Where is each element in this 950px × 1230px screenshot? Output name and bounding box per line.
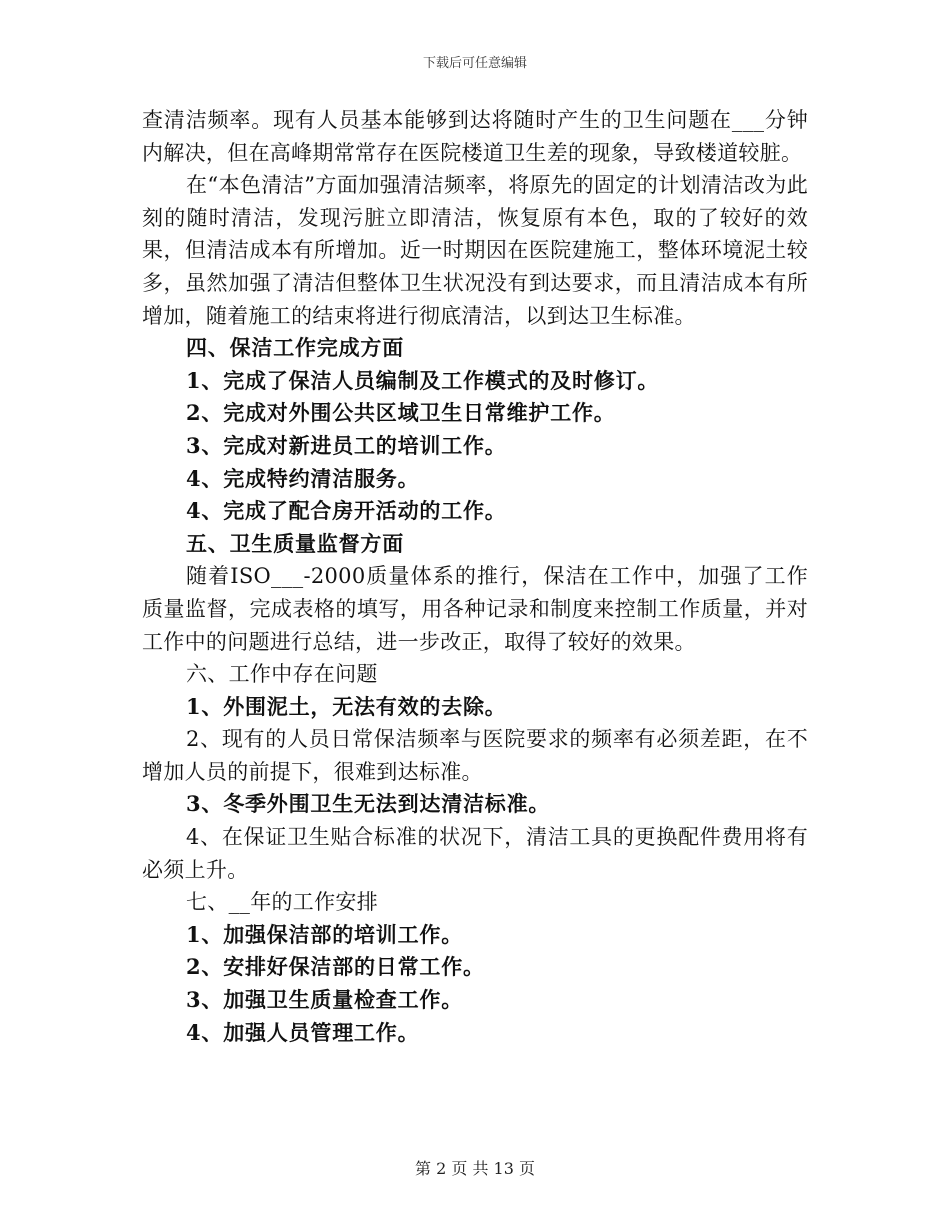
list-item: 3、冬季外围卫生无法到达清洁标准。 [186, 791, 551, 817]
list-item: 4、在保证卫生贴合标准的状况下，清洁工具的更换配件费用将有必须上升。 [142, 825, 808, 882]
paragraph-cleaning-frequency: 查清洁频率。现有人员基本能够到达将随时产生的卫生问题在___分钟内解决，但在高峰期常常存在医院楼道卫生差的现象，导致楼道较脏。 [142, 108, 808, 165]
section-heading-5: 五、卫生质量监督方面 [186, 530, 404, 556]
paragraph-quality-supervision: 随着ISO___-2000质量体系的推行，保洁在工作中，加强了工作质量监督，完成表格的填写，用各种记录和制度来控制工作质量，并对工作中的问题进行总结，进一步改正，取得了较好的效果。 [142, 564, 808, 654]
list-item: 2、现有的人员日常保洁频率与医院要求的频率有必须差距，在不增加人员的前提下，很难到达标准。 [142, 727, 808, 784]
list-item: 4、完成特约清洁服务。 [186, 465, 420, 491]
list-item: 1、完成了保洁人员编制及工作模式的及时修订。 [186, 367, 660, 393]
list-item: 3、加强卫生质量检查工作。 [186, 987, 464, 1013]
document-body [142, 104, 808, 1049]
list-item: 1、加强保洁部的培训工作。 [186, 921, 464, 947]
section-heading-4: 四、保洁工作完成方面 [186, 335, 404, 361]
list-item: 1、外围泥土，无法有效的去除。 [186, 693, 507, 719]
list-item: 3、完成对新进员工的培训工作。 [186, 432, 507, 458]
page-footer: 第 2 页 共 13 页 [415, 1159, 535, 1178]
paragraph-original-color-cleaning: 在“本色清洁”方面加强清洁频率，将原先的固定的计划清洁改为此刻的随时清洁，发现污脏立即清洁，恢复原有本色，取的了较好的效果，但清洁成本有所增加。近一时期因在医院建施工，整体环境泥土较多，虽然加强了清洁但整体卫生状况没有到达要求，而且清洁成本有所增加，随着施工的结束将进行彻底清洁，以到达卫生标准。 [142, 173, 808, 328]
list-item: 2、安排好保洁部的日常工作。 [186, 954, 485, 980]
list-item: 2、完成对外围公共区域卫生日常维护工作。 [186, 400, 616, 426]
section-heading-7: 七、__年的工作安排 [186, 890, 378, 915]
page-header: 下载后可任意编辑 [422, 56, 527, 71]
list-item: 4、完成了配合房开活动的工作。 [186, 498, 507, 524]
list-item: 4、加强人员管理工作。 [186, 1019, 420, 1045]
section-heading-6: 六、工作中存在问题 [186, 662, 378, 687]
